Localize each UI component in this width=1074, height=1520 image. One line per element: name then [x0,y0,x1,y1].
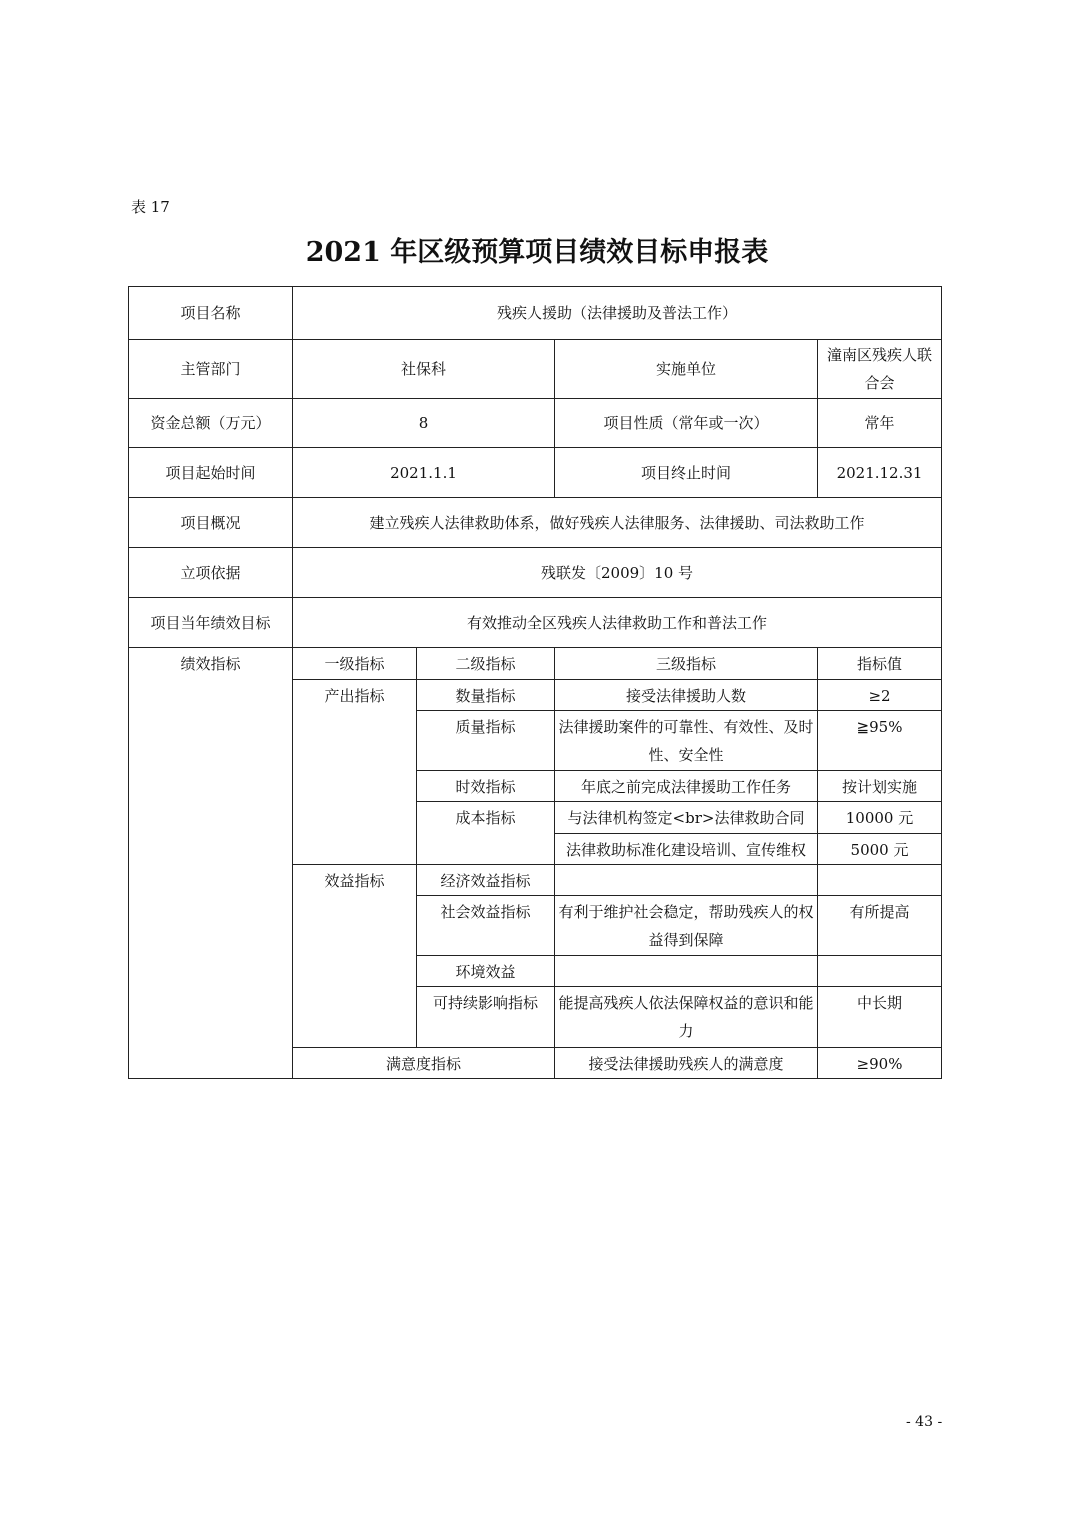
output-value: 5000 元 [818,834,942,865]
row-project-name [129,287,942,340]
satisfaction-value: ≥90% [818,1048,942,1079]
document-title: 2021 年区级预算项目绩效目标申报表 [305,237,769,268]
row-overview [129,498,942,548]
benefit-value: 有所提高 [818,896,942,956]
benefit-level2: 经济效益指标 [417,865,555,896]
benefit-level2: 社会效益指标 [417,896,555,956]
nature-label: 项目性质（常年或一次） [555,399,818,448]
header-level3: 三级指标 [555,648,818,680]
basis-label: 立项依据 [129,548,293,598]
benefit-level3: 能提高残疾人依法保障权益的意识和能力 [555,987,818,1048]
indicators-section-label: 绩效指标 [129,648,293,1079]
unit-value: 潼南区残疾人联合会 [818,340,942,399]
header-level2: 二级指标 [417,648,555,680]
page-number: - 43 - [906,1414,943,1430]
benefit-level3 [555,956,818,987]
overview-label: 项目概况 [129,498,293,548]
output-value: ≥2 [818,680,942,711]
basis-value: 残联发〔2009〕10 号 [293,548,942,598]
unit-label: 实施单位 [555,340,818,399]
fund-value: 8 [293,399,555,448]
output-value: ≧95% [818,711,942,771]
satisfaction-label: 满意度指标 [293,1048,555,1079]
table-number: 表 17 [131,198,170,216]
row-goal [129,598,942,648]
row-indicator-headers [129,648,942,680]
satisfaction-level3: 接受法律援助残疾人的满意度 [555,1048,818,1079]
output-level3: 接受法律援助人数 [555,680,818,711]
goal-label: 项目当年绩效目标 [129,598,293,648]
performance-target-table [128,286,942,1079]
benefit-level2: 可持续影响指标 [417,987,555,1048]
row-time [129,448,942,498]
output-level3: 年底之前完成法律援助工作任务 [555,771,818,802]
nature-value: 常年 [818,399,942,448]
benefit-level3 [555,865,818,896]
output-value: 10000 元 [818,802,942,834]
header-level1: 一级指标 [293,648,417,680]
project-name-label: 项目名称 [129,287,293,340]
header-value: 指标值 [818,648,942,680]
output-level2: 数量指标 [417,680,555,711]
row-basis [129,548,942,598]
goal-value: 有效推动全区残疾人法律救助工作和普法工作 [293,598,942,648]
output-level3: 与法律机构签定<br>法律救助合同 [555,802,818,834]
benefit-level3: 有利于维护社会稳定，帮助残疾人的权益得到保障 [555,896,818,956]
output-level2: 时效指标 [417,771,555,802]
benefit-level2: 环境效益 [417,956,555,987]
row-department [129,340,942,399]
output-level3: 法律援助案件的可靠性、有效性、及时性、安全性 [555,711,818,771]
benefit-value: 中长期 [818,987,942,1048]
output-level2: 质量指标 [417,711,555,771]
output-level3: 法律救助标准化建设培训、宣传维权 [555,834,818,865]
benefit-value [818,865,942,896]
start-value: 2021.1.1 [293,448,555,498]
output-level2: 成本指标 [417,802,555,865]
end-value: 2021.12.31 [818,448,942,498]
benefit-indicator-label: 效益指标 [293,865,417,1048]
end-label: 项目终止时间 [555,448,818,498]
output-indicator-label: 产出指标 [293,680,417,865]
dept-value: 社保科 [293,340,555,399]
fund-label: 资金总额（万元） [129,399,293,448]
overview-value: 建立残疾人法律救助体系，做好残疾人法律服务、法律援助、司法救助工作 [293,498,942,548]
start-label: 项目起始时间 [129,448,293,498]
benefit-value [818,956,942,987]
project-name-value: 残疾人援助（法律援助及普法工作） [293,287,942,340]
row-fund [129,399,942,448]
output-value: 按计划实施 [818,771,942,802]
dept-label: 主管部门 [129,340,293,399]
